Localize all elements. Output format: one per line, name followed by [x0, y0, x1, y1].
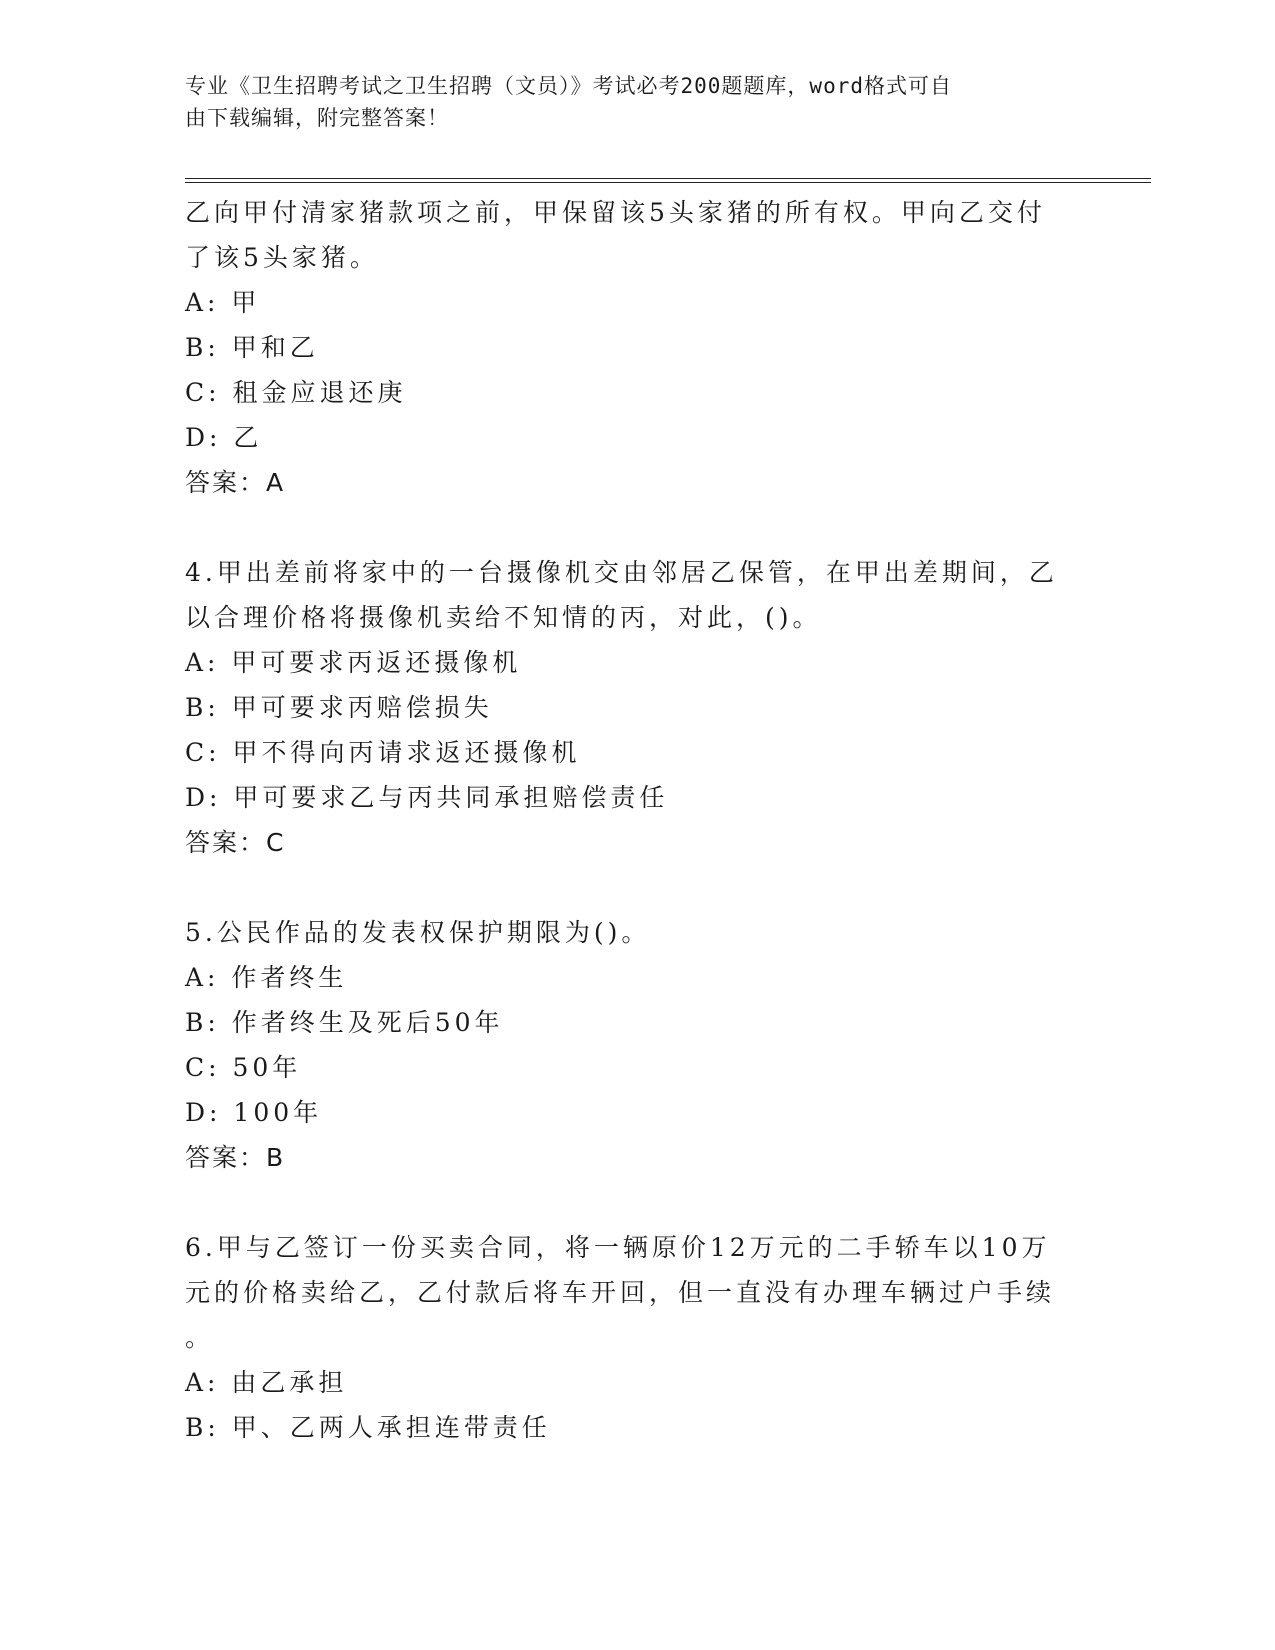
question-list: [185, 190, 1065, 1450]
header-divider-bottom: [185, 182, 1151, 183]
option-c: C: 租金应退还庚: [185, 378, 407, 407]
option-d: D: 100年: [185, 1098, 323, 1127]
answer-line: 答案：A: [185, 468, 286, 497]
question-block-6: [185, 1225, 1065, 1450]
question-text-line: 6.甲与乙签订一份买卖合同，将一辆原价12万元的二手轿车以10万: [185, 1233, 1051, 1262]
option-d: D: 甲可要求乙与丙共同承担赔偿责任: [185, 783, 669, 812]
option-b: B: 甲可要求丙赔偿损失: [185, 693, 493, 722]
option-a: A: 甲: [185, 288, 261, 317]
question-block-3: [185, 190, 1065, 505]
spacer: [185, 865, 1065, 910]
header-line-2: 由下载编辑，附完整答案！: [185, 106, 449, 130]
question-text-line: 以合理价格将摄像机卖给不知情的丙，对此，()。: [185, 603, 822, 632]
header-line-1: 专业《卫生招聘考试之卫生招聘（文员）》考试必考200题题库，word格式可自: [185, 74, 952, 98]
question-text-line: 元的价格卖给乙，乙付款后将车开回，但一直没有办理车辆过户手续: [185, 1278, 1056, 1307]
question-block-5: [185, 910, 1065, 1180]
option-c: C: 50年: [185, 1053, 302, 1082]
question-text-line: 了该5头家猪。: [185, 243, 379, 272]
header-divider-top: [185, 178, 1151, 179]
option-d: D: 乙: [185, 423, 263, 452]
answer-line: 答案：C: [185, 828, 286, 857]
option-b: B: 甲和乙: [185, 333, 319, 362]
option-c: C: 甲不得向丙请求返还摄像机: [185, 738, 581, 767]
option-b: B: 作者终生及死后50年: [185, 1008, 504, 1037]
option-a: A: 作者终生: [185, 963, 348, 992]
question-block-4: [185, 550, 1065, 865]
question-text-line: 4.甲出差前将家中的一台摄像机交由邻居乙保管，在甲出差期间，乙: [185, 558, 1058, 587]
answer-line: 答案：B: [185, 1143, 286, 1172]
question-text-line: 乙向甲付清家猪款项之前，甲保留该5头家猪的所有权。甲向乙交付: [185, 198, 1046, 227]
spacer: [185, 1180, 1065, 1225]
option-b: B: 甲、乙两人承担连带责任: [185, 1413, 551, 1442]
option-a: A: 甲可要求丙返还摄像机: [185, 648, 522, 677]
question-text-line: 5.公民作品的发表权保护期限为()。: [185, 918, 651, 947]
option-a: A: 由乙承担: [185, 1368, 348, 1397]
document-header: [185, 70, 1065, 134]
spacer: [185, 505, 1065, 550]
question-text-line: 。: [185, 1323, 215, 1352]
